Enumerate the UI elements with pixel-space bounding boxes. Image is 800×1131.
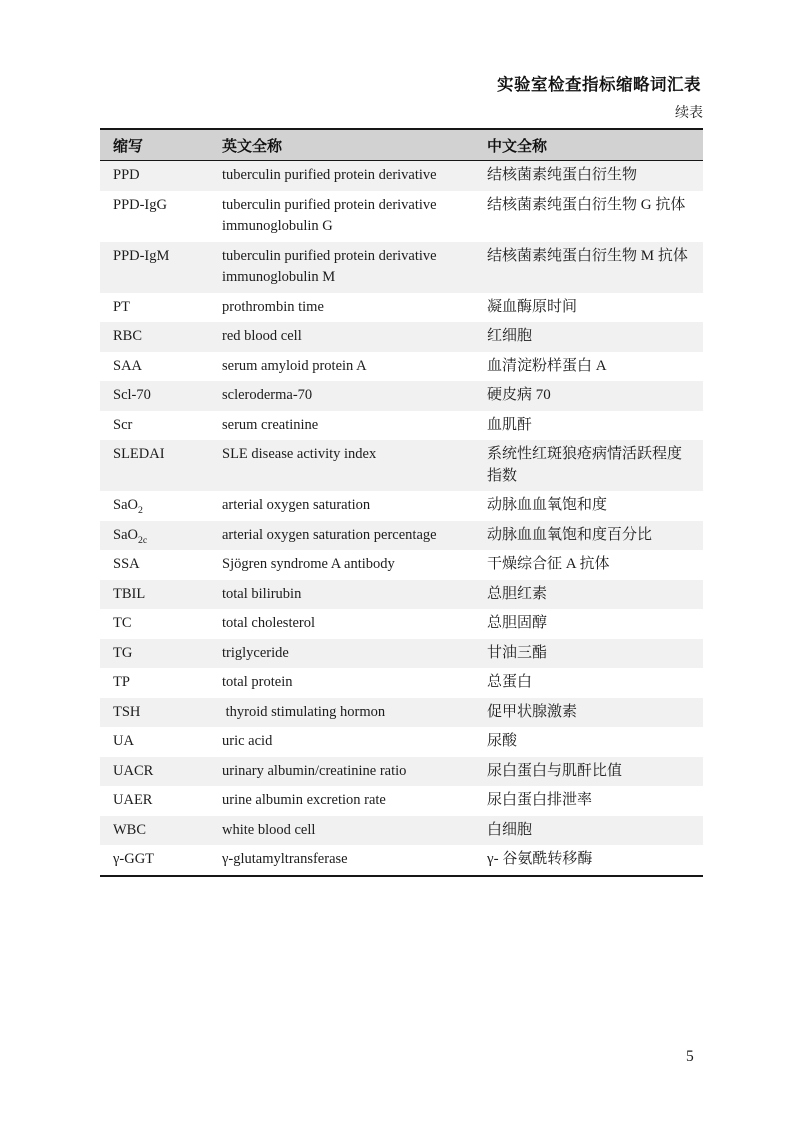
cell-abbreviation: TSH <box>113 703 141 720</box>
table-row <box>100 845 703 876</box>
table-row <box>100 816 703 846</box>
table-row <box>100 609 703 639</box>
column-header-chinese-name: 中文全称 <box>487 129 703 161</box>
cell-chinese-name: 尿白蛋白与肌酐比值 <box>487 762 623 779</box>
table-row <box>100 491 703 521</box>
cell-english-name: total protein <box>222 674 293 690</box>
cell-chinese-name: 促甲状腺激素 <box>487 703 578 720</box>
table-body <box>100 161 703 876</box>
table-row <box>100 727 703 757</box>
cell-abbreviation: PPD-IgM <box>113 247 170 264</box>
cell-english-name: γ-glutamyltransferase <box>222 851 348 867</box>
cell-abbreviation: Scr <box>113 416 133 433</box>
cell-abbreviation: WBC <box>113 821 147 838</box>
cell-abbreviation: SLEDAI <box>113 446 165 462</box>
cell-english-name: prothrombin time <box>222 298 324 315</box>
cell-english-name: tuberculin purified protein derivative immunoglobulin M <box>222 247 437 285</box>
cell-chinese-name: 总胆固醇 <box>487 615 548 631</box>
table-row <box>100 668 703 698</box>
cell-english-name: uric acid <box>222 733 273 749</box>
cell-english-name: white blood cell <box>222 821 316 838</box>
cell-abbreviation: UA <box>113 733 134 749</box>
cell-english-name: thyroid stimulating hormon <box>222 703 386 720</box>
cell-english-name: tuberculin purified protein derivative immunoglobulin G <box>222 196 437 234</box>
cell-abbreviation: UAER <box>113 792 153 808</box>
cell-abbreviation: Scl-70 <box>113 387 151 403</box>
cell-chinese-name: 硬皮病 70 <box>487 387 551 403</box>
cell-english-name: red blood cell <box>222 328 302 344</box>
cell-chinese-name: 总胆红素 <box>487 585 548 602</box>
cell-english-name: SLE disease activity index <box>222 446 377 462</box>
column-header-english-name: 英文全称 <box>222 129 487 161</box>
cell-english-name: tuberculin purified protein derivative <box>222 167 437 183</box>
cell-abbreviation: SSA <box>113 556 140 572</box>
cell-chinese-name: 尿酸 <box>487 733 518 749</box>
cell-english-name: arterial oxygen saturation <box>222 497 371 513</box>
page-title: 实验室检查指标缩略词汇表 <box>497 76 701 94</box>
table-row <box>100 191 703 242</box>
table-row <box>100 698 703 728</box>
cell-english-name: total cholesterol <box>222 615 316 631</box>
cell-abbreviation: TC <box>113 615 132 631</box>
cell-chinese-name: 动脉血血氧饱和度百分比 <box>487 526 653 543</box>
cell-abbreviation: TBIL <box>113 585 146 602</box>
cell-abbreviation: PT <box>113 298 130 315</box>
cell-abbreviation: UACR <box>113 762 154 779</box>
cell-chinese-name: 结核菌素纯蛋白衍生物 G 抗体 <box>487 196 686 213</box>
page-number: 5 <box>686 1048 694 1065</box>
cell-abbreviation: SaO$_{2c}$ <box>113 526 148 546</box>
table-row <box>100 440 703 491</box>
cell-chinese-name: 尿白蛋白排泄率 <box>487 792 593 808</box>
table-row <box>100 786 703 816</box>
cell-english-name: total bilirubin <box>222 585 302 602</box>
cell-abbreviation: TG <box>113 644 133 661</box>
table-header-row <box>100 129 703 161</box>
table-row <box>100 293 703 323</box>
table-row <box>100 352 703 382</box>
continued-table-label: 续表 <box>675 106 703 121</box>
table-row <box>100 521 703 551</box>
cell-abbreviation: SaO$_2$ <box>113 497 143 516</box>
cell-english-name: arterial oxygen saturation percentage <box>222 526 437 543</box>
cell-abbreviation: TP <box>113 674 130 690</box>
cell-english-name: Sjögren syndrome A antibody <box>222 556 395 572</box>
cell-chinese-name: 血肌酐 <box>487 416 533 433</box>
cell-english-name: scleroderma-70 <box>222 387 313 403</box>
table-row <box>100 381 703 411</box>
cell-chinese-name: 总蛋白 <box>487 674 533 690</box>
cell-chinese-name: 白细胞 <box>487 821 533 838</box>
cell-english-name: urinary albumin/creatinine ratio <box>222 762 407 779</box>
cell-chinese-name: 甘油三酯 <box>487 644 548 661</box>
cell-english-name: triglyceride <box>222 644 289 661</box>
table-row <box>100 757 703 787</box>
cell-chinese-name: 凝血酶原时间 <box>487 298 578 315</box>
table-row <box>100 161 703 191</box>
cell-chinese-name: γ- 谷氨酰转移酶 <box>487 851 593 867</box>
cell-abbreviation: γ-GGT <box>113 851 155 867</box>
cell-abbreviation: PPD-IgG <box>113 196 167 213</box>
abbreviation-table <box>100 128 703 877</box>
cell-english-name: serum amyloid protein A <box>222 357 367 374</box>
cell-chinese-name: 红细胞 <box>487 328 533 344</box>
cell-abbreviation: RBC <box>113 328 143 344</box>
cell-english-name: urine albumin excretion rate <box>222 792 386 808</box>
cell-chinese-name: 动脉血血氧饱和度 <box>487 497 608 513</box>
table-row <box>100 242 703 293</box>
cell-abbreviation: PPD <box>113 167 140 183</box>
cell-chinese-name: 系统性红斑狼疮病情活跃程度指数 <box>487 446 683 484</box>
table-row <box>100 550 703 580</box>
cell-english-name: serum creatinine <box>222 416 319 433</box>
table-row <box>100 580 703 610</box>
cell-chinese-name: 干燥综合征 A 抗体 <box>487 556 610 572</box>
cell-chinese-name: 结核菌素纯蛋白衍生物 M 抗体 <box>487 247 688 264</box>
column-header-abbreviation: 缩写 <box>100 129 222 161</box>
table-row <box>100 322 703 352</box>
table-row <box>100 411 703 441</box>
cell-chinese-name: 血清淀粉样蛋白 A <box>487 357 607 374</box>
table-row <box>100 639 703 669</box>
cell-abbreviation: SAA <box>113 357 143 374</box>
cell-chinese-name: 结核菌素纯蛋白衍生物 <box>487 167 638 183</box>
